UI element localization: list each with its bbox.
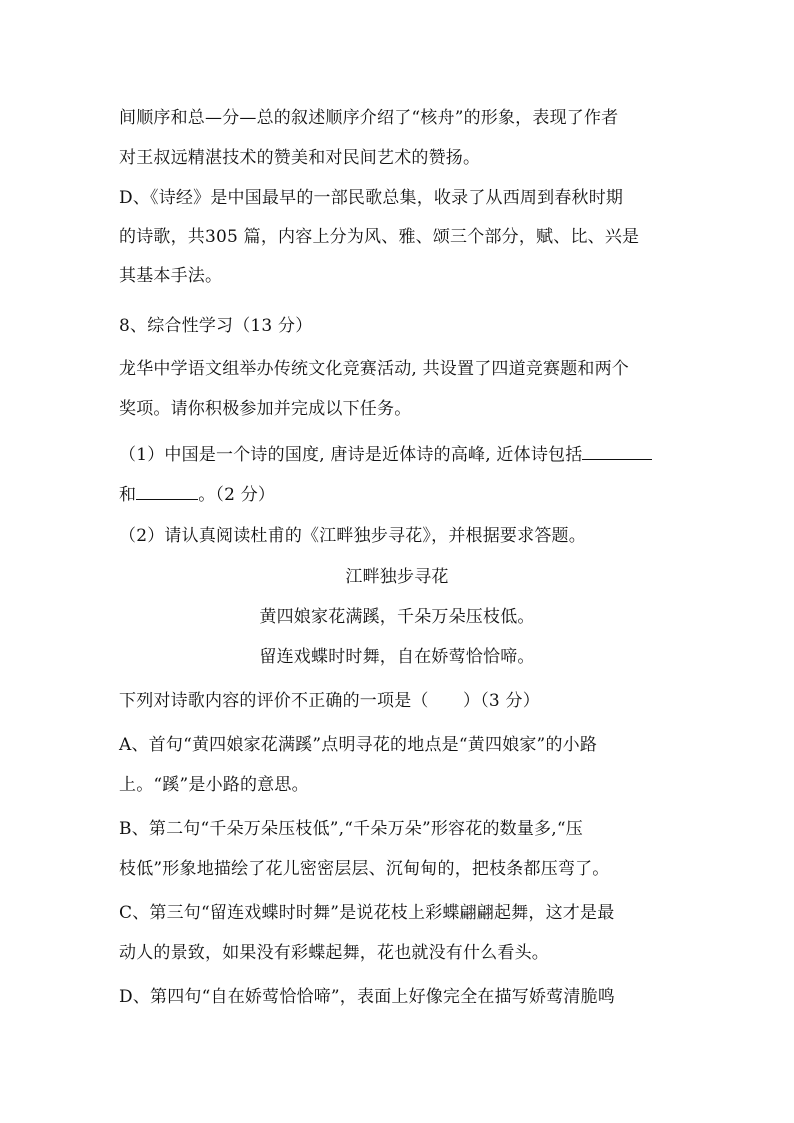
question-1-suffix: 。（2 分） (198, 485, 276, 505)
poem-title: 江畔独步寻花 (345, 567, 449, 587)
question-1-prefix: 和 (119, 485, 137, 505)
option-d: D、第四句“自在娇莺恰恰啼”，表面上好像完全在描写娇莺清脆鸣 (119, 987, 616, 1007)
text-line: 龙华中学语文组举办传统文化竞赛活动, 共设置了四道竞赛题和两个 (119, 359, 630, 379)
option-c: C、第三句“留连戏蝶时时舞”是说花枝上彩蝶翩翩起舞，这才是最 (119, 903, 615, 923)
question-1-line-2 (119, 481, 689, 507)
text-line: 奖项。请你积极参加并完成以下任务。 (119, 399, 412, 419)
option-b-cont: 枝低”形象地描绘了花儿密密层层、沉甸甸的，把枝条都压弯了。 (119, 859, 610, 879)
text-line: 对王叔远精湛技术的赞美和对民间艺术的赞扬。 (119, 148, 481, 168)
question-2-intro: （2）请认真阅读杜甫的《江畔独步寻花》，并根据要求答题。 (119, 526, 586, 546)
option-d-poetry: D、《诗经》是中国最早的一部民歌总集，收录了从西周到春秋时期 (119, 188, 624, 208)
option-c-cont: 动人的景致，如果没有彩蝶起舞，花也就没有什么看头。 (119, 943, 549, 963)
text-line: 间顺序和总—分—总的叙述顺序介绍了“核舟”的形象，表现了作者 (119, 108, 619, 128)
option-a: A、首句“黄四娘家花满蹊”点明寻花的地点是“黄四娘家”的小路 (119, 735, 598, 755)
option-b: B、第二句“千朵万朵压枝低”,“千朵万朵”形容花的数量多,“压 (119, 819, 583, 839)
answer-blank[interactable] (136, 481, 198, 500)
poem-line: 黄四娘家花满蹊，千朵万朵压枝低。 (259, 607, 535, 627)
section-heading: 8、综合性学习（13 分） (119, 316, 313, 336)
answer-blank[interactable] (582, 441, 652, 460)
option-a-cont: 上。“蹊”是小路的意思。 (119, 775, 309, 795)
poem-line: 留连戏蝶时时舞，自在娇莺恰恰啼。 (259, 647, 535, 667)
text-line: 其基本手法。 (119, 266, 223, 286)
question-1-text: （1）中国是一个诗的国度, 唐诗是近体诗的高峰, 近体诗包括 (119, 445, 583, 465)
text-line: 的诗歌，共305 篇，内容上分为风、雅、颂三个部分，赋、比、兴是 (119, 227, 640, 247)
question-text: 下列对诗歌内容的评价不正确的一项是（ ）（3 分） (119, 691, 540, 711)
question-1-line (119, 441, 689, 467)
